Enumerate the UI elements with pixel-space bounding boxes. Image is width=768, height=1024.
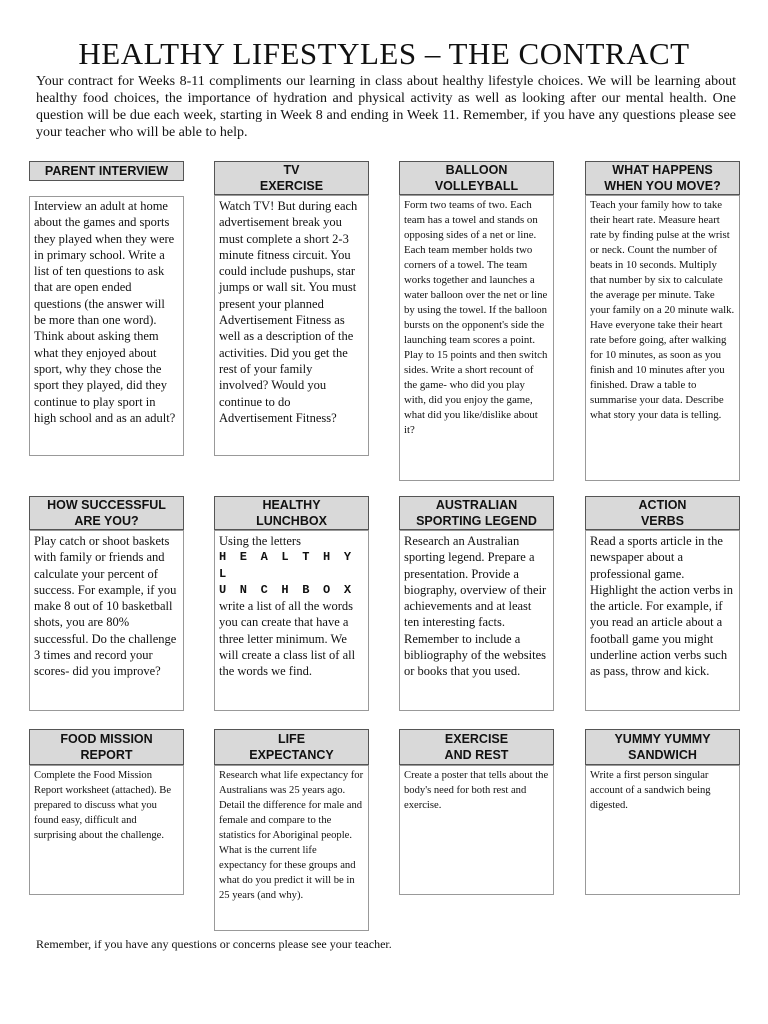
card-heading-line1: HOW SUCCESSFUL [47, 498, 166, 512]
card-heading-line2: REPORT [80, 748, 133, 762]
card-heading-line2: AND REST [444, 748, 509, 762]
card-heading-line2: ARE YOU? [74, 514, 139, 528]
card-heading-line1: FOOD MISSION [60, 732, 153, 746]
card-heading-line2: EXPECTANCY [249, 748, 334, 762]
card-body-text: Teach your family how to take their heart rate. Measure heart rate by finding pulse at the wrist or neck. Count the number of beats in 10 seconds. Multiply that number by six to calculate the average per minute. Take your family on a 20 minute walk. Have everyone take their heart rate before going, after walking for 10 minutes, as soon as you finish and 10 minutes after you finished. Draw a table to summarise your data. Describe what story your data is telling. [590, 199, 735, 421]
card-heading-line1: BALLOON [445, 163, 508, 177]
card-heading [214, 161, 369, 195]
card-body [585, 195, 740, 481]
card-heading-line2: WHEN YOU MOVE? [604, 179, 721, 193]
card-body [214, 195, 369, 456]
card-heading-line2: SPORTING LEGEND [416, 514, 537, 528]
card-heading [29, 161, 184, 181]
card-heading [585, 161, 740, 195]
card-heading [399, 161, 554, 195]
card-heading [214, 729, 369, 765]
footer-note: Remember, if you have any questions or concerns please see your teacher. [36, 937, 392, 951]
lunchbox-letters-line1: H E A L T H Y L [219, 550, 355, 581]
card-body [585, 765, 740, 895]
card-body-text: Read a sports article in the newspaper about a professional game. Highlight the action verbs in the article. For example, if you read an article about a football game you might underline action verbs such as pass, throw and kick. [590, 534, 734, 679]
card-body-text: Form two teams of two. Each team has a towel and stands on opposing sides of a net or line. Each team member holds two corners of a towel. The team works together and launches a water balloon over the net or line by using the towel. If the balloon bursts on the opponent's side the launching team scores a point. Play to 15 points and then switch sides. Write a short recount of the game- who did you play with, did you enjoy the game, what did you like/dislike about it? [404, 199, 548, 436]
card-heading-line2: EXERCISE [259, 179, 324, 193]
card-heading [585, 729, 740, 765]
card-heading [214, 496, 369, 530]
card-body [399, 765, 554, 895]
card-heading [585, 496, 740, 530]
card-body [29, 196, 184, 456]
card-body [585, 530, 740, 711]
card-heading-line2: LUNCHBOX [256, 514, 327, 528]
card-heading-line2: VOLLEYBALL [434, 179, 519, 193]
card-heading-line1: TV [283, 163, 300, 177]
card-heading-line1: ACTION [638, 498, 687, 512]
card-heading-line1: HEALTHY [262, 498, 321, 512]
card-body-intro: Using the letters [219, 534, 301, 548]
card-body [214, 530, 369, 711]
lunchbox-letters-line2: U N C H B O X [219, 582, 355, 597]
card-heading-line1: EXERCISE [444, 732, 509, 746]
card-body-text: Interview an adult at home about the games and sports they played when they were in primary school. Write a list of ten questions to ask that are open ended questions (the answer will be more than one word). Think about asking them what they enjoyed about sport, why they chose the sport they played, did they continue to play sport in high school and as an adult? [34, 199, 176, 425]
card-body-text: Write a first person singular account of a sandwich being digested. [590, 770, 711, 811]
intro-paragraph: Your contract for Weeks 8-11 compliments our learning in class about healthy lifestyle choices. We will be learning about healthy food choices, the importance of hydration and physical activity as well as looking after our mental health. One question will be due each week, starting in Week 8 and ending in Week 11. Remember, if you have any questions please see your teacher who will be able to help. [36, 74, 736, 140]
card-body [399, 195, 554, 481]
card-heading-line1: WHAT HAPPENS [612, 163, 713, 177]
card-body-text: Complete the Food Mission Report worksheet (attached). Be prepared to discuss what you found easy, difficult and surprising about the challenge. [34, 770, 172, 841]
card-body [214, 765, 369, 931]
card-heading-line2: SANDWICH [628, 748, 697, 762]
card-body-text: Research an Australian sporting legend. Prepare a presentation. Provide a biography, overview of their achievements and at least ten interesting facts. Remember to include a bibliography of the websites or books that you used. [404, 534, 547, 679]
card-heading-line1: LIFE [277, 732, 306, 746]
page-title: HEALTHY LIFESTYLES – THE CONTRACT [78, 36, 690, 71]
card-heading [399, 496, 554, 530]
card-heading-text: PARENT INTERVIEW [44, 164, 169, 178]
card-body-text: Research what life expectancy for Australians was 25 years ago. Detail the difference for male and female and compare to the statistics for Aboriginal people. What is the current life expectancy for these groups and what do you predict it will be in 25 years (and why). [219, 770, 364, 901]
card-heading [29, 729, 184, 765]
card-heading [399, 729, 554, 765]
card-body-text: Watch TV! But during each advertisement break you must complete a short 2-3 minute fitness circuit. You could include pushups, star jumps or wall sit. You must present your planned Advertisement Fitness as well as a description of the activities. Did you get the rest of your family involved? Would you continue to do Advertisement Fitness? [219, 199, 358, 425]
card-body [399, 530, 554, 711]
card-body-text: Play catch or shoot baskets with family or friends and calculate your percent of success. For example, if you make 8 out of 10 basketball shots, you are 80% successful. Do the challenge 3 times and record your scores- did you improve? [34, 534, 177, 679]
card-heading-line1: AUSTRALIAN [435, 498, 518, 512]
card-body [29, 530, 184, 711]
card-body-text: write a list of all the words you can create that have a three letter minimum. We will create a class list of all the words we find. [219, 599, 356, 679]
card-body [29, 765, 184, 895]
card-heading-line2: VERBS [640, 514, 685, 528]
card-heading-line1: YUMMY YUMMY [614, 732, 711, 746]
card-body-text: Create a poster that tells about the body's need for both rest and exercise. [404, 770, 549, 811]
card-heading [29, 496, 184, 530]
